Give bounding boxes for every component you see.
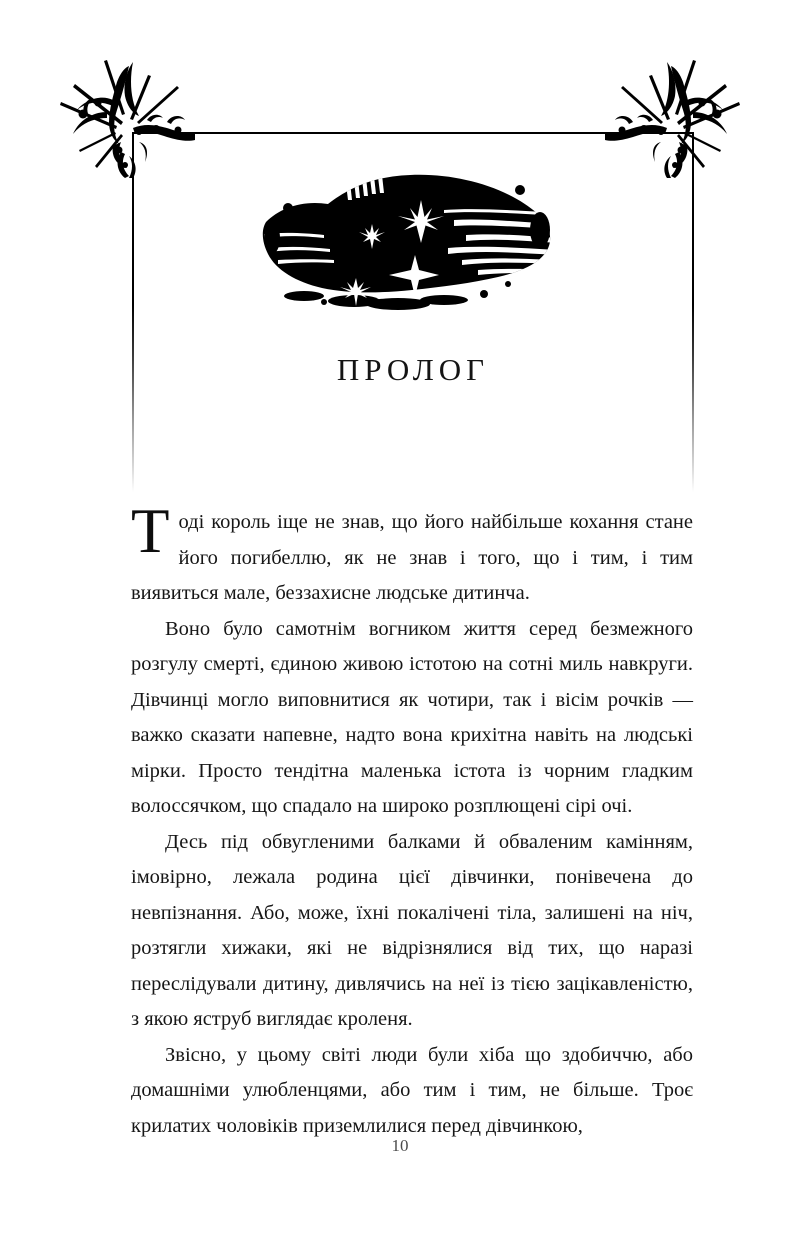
drop-cap: Т [131,496,170,566]
paragraph: Звісно, у цьому світі люди були хіба що здобиччю, або домашніми улюбленцями, або тим і тим, не більше. Троє крилатих чоловіків приземлилися перед дівчинкою, [131,1043,693,1137]
page-number: 10 [391,1136,409,1155]
corner-flourish-icon [605,58,745,178]
brush-stroke-illustration [258,160,558,325]
paragraph: Десь під обвугленими балками й обваленим камінням, імовірно, лежала родина цієї дівчинки, понівечена до невпізнання. Або, може, їхні покалічені тіла, залишені на ніч, розтягли хижаки, які не відрізнялися від тих, що наразі переслідували дитину, дивлячись на неї із тією зацікавленістю, з якою яструб виглядає кроленя. [131,830,693,1030]
frame-rule-right [692,132,694,492]
corner-flourish-icon [55,58,195,178]
frame-rule-left [132,132,134,492]
paragraph: Воно було самотнім вогником життя серед безмежного розгулу смерті, єдиною живою істотою на сотні миль навкруги. Дівчинці могло виповнитися як чотири, так і вісім рочків — важко сказати напевне, надто вона крихітна навіть на людські мірки. Просто тендітна маленька істота із чорним гладким волоссячком, що спадало на широко розплющені сірі очі. [131,617,693,817]
chapter-heading: ПРОЛОГ [336,352,490,387]
paragraph [131,496,693,612]
body-text [131,496,693,1144]
paragraph-text: оді король іще не знав, що його найбільше кохання стане його погибеллю, як не знав і того, що і тим, і тим виявиться мале, беззахисне людське дитинча. [131,511,693,604]
